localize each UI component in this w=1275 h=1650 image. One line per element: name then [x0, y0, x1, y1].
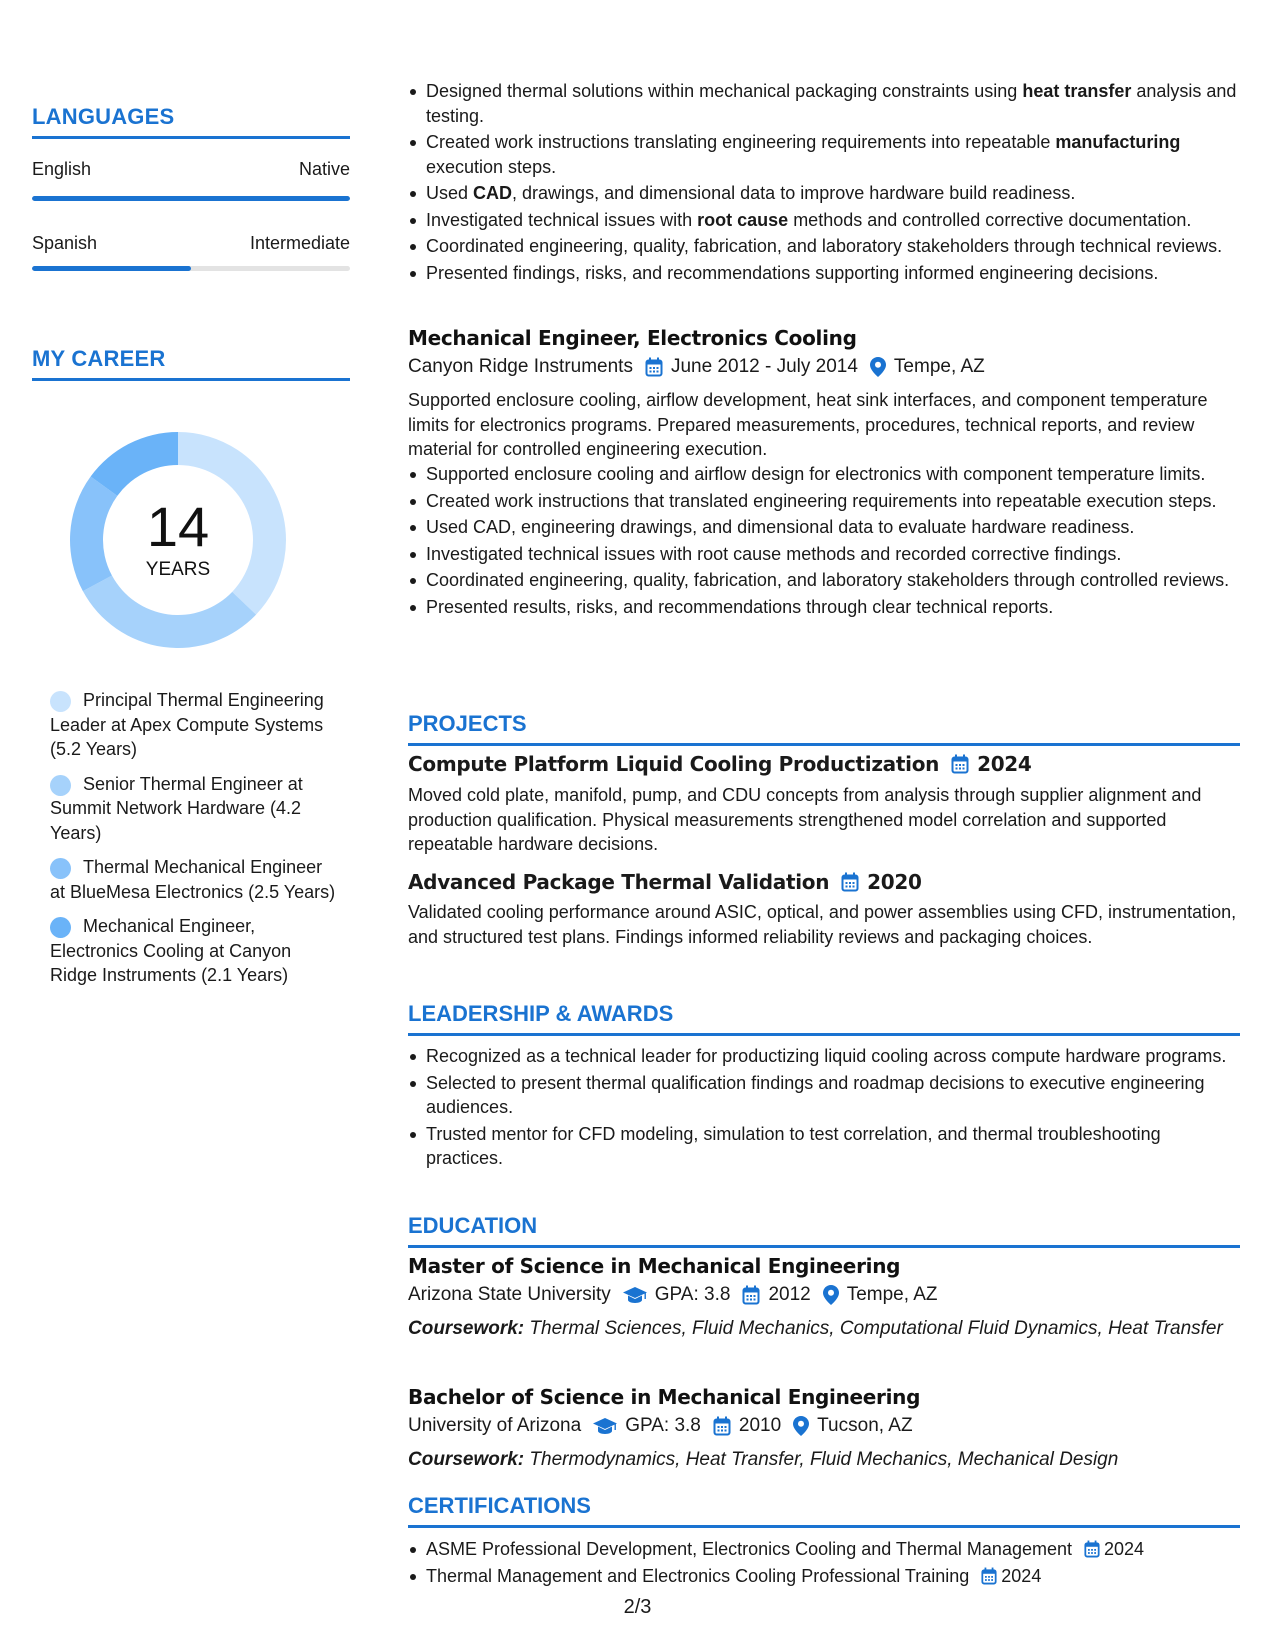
career-legend-item: [50, 688, 340, 762]
project-title: Advanced Package Thermal Validation: [408, 870, 830, 894]
job-location: Tempe, AZ: [893, 356, 985, 377]
certification-list: [408, 1537, 1240, 1590]
bullet-item: Presented results, risks, and recommendations through clear technical reports.: [408, 595, 1240, 620]
bullet-item: Presented findings, risks, and recommendations supporting informed engineering decisions.: [408, 261, 1240, 286]
certification-year: 2024: [1104, 1539, 1145, 1559]
bullet-item: Selected to present thermal qualification findings and roadmap decisions to executive engineering audiences.: [408, 1071, 1240, 1120]
gpa: GPA: 3.8: [654, 1284, 731, 1305]
certifications-heading: CERTIFICATIONS: [408, 1493, 1240, 1528]
project-year: 2024: [977, 752, 1032, 776]
language-bar-fill: [32, 196, 350, 201]
job-bullets: [408, 462, 1240, 621]
bullet-item: Recognized as a technical leader for productizing liquid cooling across compute hardware programs.: [408, 1044, 1240, 1069]
project-title: Compute Platform Liquid Cooling Productization: [408, 752, 940, 776]
project-title-row: [408, 870, 1240, 894]
career-legend-label: Principal Thermal Engineering Leader at Apex Compute Systems (5.2 Years): [50, 690, 324, 759]
bullet-item: Supported enclosure cooling and airflow design for electronics with component temperature limits.: [408, 462, 1240, 487]
bullet-item: Investigated technical issues with root cause methods and recorded corrective findings.: [408, 542, 1240, 567]
graduation-cap-icon: [593, 1417, 617, 1435]
bullet-item: Trusted mentor for CFD modeling, simulation to test correlation, and thermal troubleshooting practices.: [408, 1122, 1240, 1171]
leadership-heading: LEADERSHIP & AWARDS: [408, 1001, 1240, 1036]
location-pin-icon: [793, 1416, 809, 1436]
legend-dot-icon: [50, 691, 71, 712]
language-row: [32, 159, 350, 180]
education-heading: EDUCATION: [408, 1213, 1240, 1248]
project-description: Validated cooling performance around ASIC, optical, and power assemblies using CFD, instrumentation, and structured test plans. Findings informed reliability reviews and packaging choices.: [408, 902, 1237, 947]
location-pin-icon: [823, 1285, 839, 1305]
school-name: University of Arizona: [408, 1415, 582, 1436]
certification-name: ASME Professional Development, Electronics Cooling and Thermal Management: [426, 1539, 1072, 1559]
project-year: 2020: [867, 870, 922, 894]
leadership-bullets: [408, 1044, 1240, 1173]
calendar-icon: [1084, 1540, 1100, 1558]
language-level: Native: [298, 159, 350, 179]
school-name: Arizona State University: [408, 1284, 611, 1305]
certification-item: [408, 1564, 1240, 1589]
certification-item: [408, 1537, 1240, 1562]
career-legend-item: [50, 855, 340, 904]
coursework-label: Coursework:: [408, 1318, 525, 1339]
language-name: English: [32, 159, 92, 179]
calendar-icon: [713, 1416, 731, 1436]
career-heading: MY CAREER: [32, 346, 350, 381]
graduation-year: 2010: [738, 1415, 782, 1436]
coursework-list: Thermal Sciences, Fluid Mechanics, Computational Fluid Dynamics, Heat Transfer: [529, 1318, 1223, 1339]
career-legend-label: Senior Thermal Engineer at Summit Network Hardware (4.2 Years): [50, 773, 303, 843]
language-row: [32, 233, 350, 254]
page-number: 2/3: [623, 1596, 652, 1618]
location-pin-icon: [870, 357, 886, 377]
graduation-cap-icon: [623, 1286, 647, 1304]
school-location: Tempe, AZ: [846, 1284, 938, 1305]
career-donut: [66, 428, 290, 652]
bullet-item: Coordinated engineering, quality, fabrication, and laboratory stakeholders through technical reviews.: [408, 234, 1240, 259]
job-meta: [408, 356, 1240, 378]
legend-dot-icon: [50, 775, 71, 796]
languages-heading: LANGUAGES: [32, 104, 350, 139]
career-donut-center: [66, 428, 290, 652]
language-bar: [32, 196, 350, 201]
degree-title: Master of Science in Mechanical Engineering: [408, 1254, 901, 1278]
projects-heading: PROJECTS: [408, 711, 1240, 746]
language-bar-fill: [32, 266, 191, 271]
coursework: [408, 1316, 1240, 1341]
career-legend: [50, 688, 340, 998]
calendar-icon: [742, 1285, 760, 1305]
gpa: GPA: 3.8: [625, 1415, 701, 1436]
project-title-row: [408, 752, 1240, 776]
degree-title: Bachelor of Science in Mechanical Engineering: [408, 1385, 921, 1409]
career-total: 14: [146, 495, 210, 558]
career-legend-label: Thermal Mechanical Engineer at BlueMesa Electronics (2.5 Years): [50, 857, 336, 902]
education-meta: [408, 1284, 1240, 1306]
calendar-icon: [951, 754, 969, 774]
coursework: [408, 1447, 1240, 1472]
calendar-icon: [841, 872, 859, 892]
previous-job-bullets: [408, 79, 1240, 287]
graduation-year: 2012: [768, 1284, 811, 1305]
bullet-item: Created work instructions that translated engineering requirements into repeatable execution steps.: [408, 489, 1240, 514]
career-legend-item: [50, 772, 340, 846]
calendar-icon: [981, 1567, 997, 1585]
bullet-item: Used CAD, drawings, and dimensional data to improve hardware build readiness.: [408, 181, 1240, 206]
certification-name: Thermal Management and Electronics Cooling Professional Training: [426, 1565, 970, 1586]
career-legend-item: [50, 914, 340, 988]
job-dates: June 2012 - July 2014: [670, 356, 858, 377]
job-summary: Supported enclosure cooling, airflow development, heat sink interfaces, and component temperature limits for electronics programs. Prepared measurements, procedures, technical reports, and review material for controlled engineering execution.: [408, 390, 1208, 459]
legend-dot-icon: [50, 858, 71, 879]
bullet-item: Designed thermal solutions within mechanical packaging constraints using heat transfer analysis and testing.: [408, 79, 1240, 128]
bullet-item: Created work instructions translating engineering requirements into repeatable manufacturing execution steps.: [408, 130, 1240, 179]
school-location: Tucson, AZ: [817, 1415, 913, 1436]
legend-dot-icon: [50, 917, 71, 938]
coursework-list: Thermodynamics, Heat Transfer, Fluid Mechanics, Mechanical Design: [529, 1449, 1119, 1470]
calendar-icon: [645, 357, 663, 377]
job-title: Mechanical Engineer, Electronics Cooling: [408, 326, 857, 350]
bullet-item: Coordinated engineering, quality, fabrication, and laboratory stakeholders through controlled reviews.: [408, 568, 1240, 593]
career-legend-label: Mechanical Engineer, Electronics Cooling at Canyon Ridge Instruments (2.1 Years): [50, 916, 292, 985]
bullet-item: Used CAD, engineering drawings, and dimensional data to evaluate hardware readiness.: [408, 515, 1240, 540]
job-company: Canyon Ridge Instruments: [408, 356, 633, 377]
career-unit: YEARS: [145, 559, 211, 580]
education-meta: [408, 1415, 1240, 1437]
project-description: Moved cold plate, manifold, pump, and CDU concepts from analysis through supplier alignment and production qualification. Physical measurements strengthened model correlation and supported repeatable hardware decisions.: [408, 785, 1202, 854]
coursework-label: Coursework:: [408, 1449, 525, 1470]
language-name: Spanish: [32, 233, 98, 253]
language-level: Intermediate: [249, 233, 350, 253]
certification-year: 2024: [1001, 1565, 1042, 1586]
bullet-item: Investigated technical issues with root cause methods and controlled corrective documentation.: [408, 208, 1240, 233]
language-bar: [32, 266, 350, 271]
